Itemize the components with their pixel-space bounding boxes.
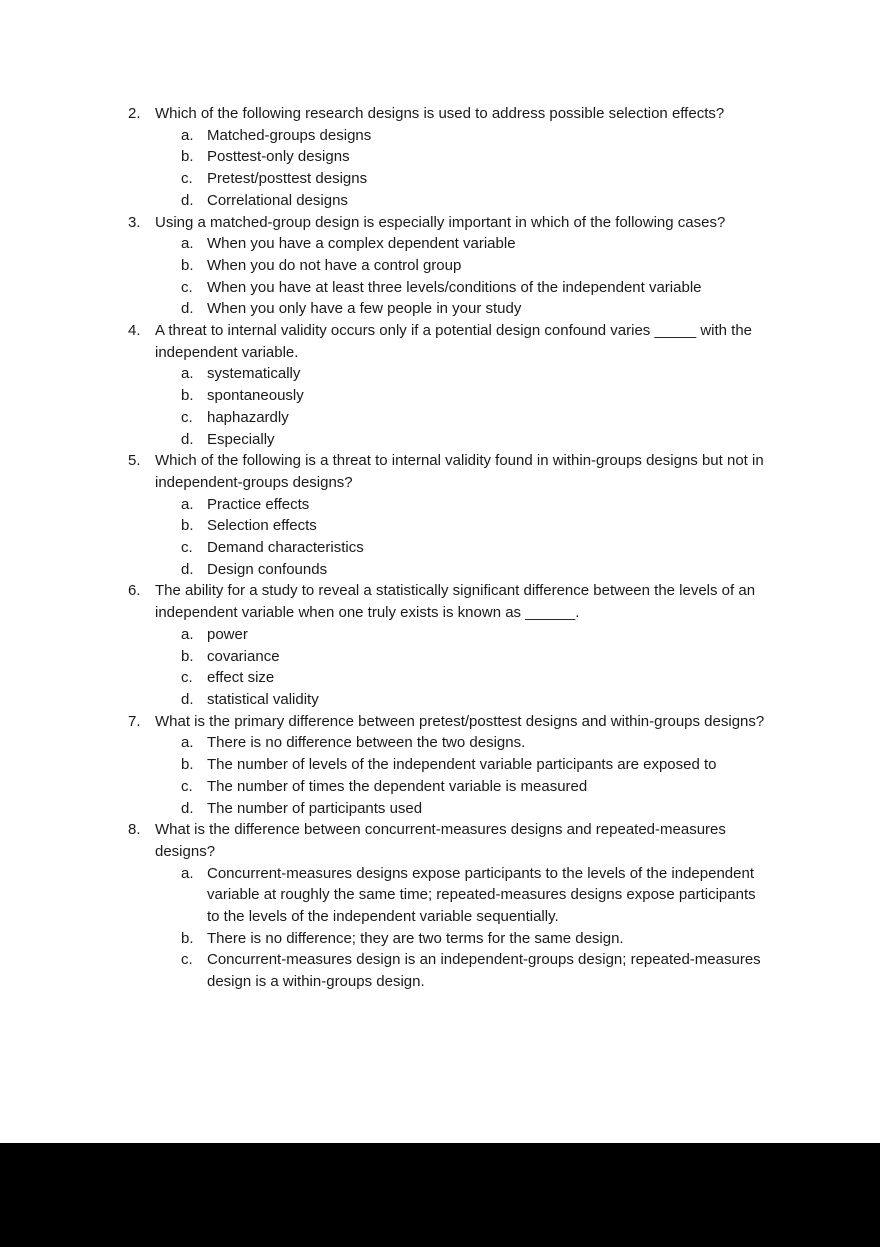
question-item (128, 103, 768, 212)
option-text: Matched-groups designs (207, 126, 372, 144)
option-letter: b. (181, 756, 194, 774)
option-text: covariance (207, 647, 280, 665)
option-text: Demand characteristics (207, 539, 364, 557)
answer-option (155, 385, 768, 407)
answer-option (155, 429, 768, 451)
option-letter: b. (181, 517, 194, 535)
answer-option (155, 732, 768, 754)
answer-option (155, 515, 768, 537)
option-text: power (207, 625, 248, 643)
answer-options (155, 732, 768, 819)
option-letter: c. (181, 777, 193, 795)
question-item (128, 450, 768, 580)
answer-option (155, 624, 768, 646)
option-text: Concurrent-measures design is an independent-groups design; repeated-measures design is a within-groups design. (207, 951, 761, 991)
option-text: spontaneously (207, 387, 304, 405)
question-body (155, 212, 768, 321)
question-body (155, 711, 768, 820)
question-item (128, 580, 768, 710)
option-text: The number of participants used (207, 799, 423, 817)
answer-option (155, 559, 768, 581)
option-text: When you have at least three levels/conditions of the independent variable (207, 278, 702, 296)
option-text: effect size (207, 669, 275, 687)
answer-options (155, 863, 768, 993)
option-letter: d. (181, 300, 194, 318)
option-letter: d. (181, 799, 194, 817)
answer-option (155, 863, 768, 928)
question-text: Which of the following is a threat to internal validity found in within-groups designs but not in independent-groups designs? (155, 452, 764, 491)
question-body (155, 819, 768, 993)
question-body (155, 450, 768, 580)
answer-option (155, 407, 768, 429)
question-body (155, 103, 768, 212)
option-text: statistical validity (207, 690, 319, 708)
question-text: Which of the following research designs is used to address possible selection effects? (155, 105, 725, 122)
question-number: 2. (128, 105, 141, 122)
question-number: 7. (128, 712, 141, 730)
option-text: Concurrent-measures designs expose participants to the levels of the independent variable at roughly the same time; repeated-measures designs expose participants to the levels of the independent variable sequentially. (207, 864, 756, 926)
question-item (128, 711, 768, 820)
option-letter: b. (181, 929, 194, 947)
option-text: systematically (207, 365, 301, 383)
option-letter: d. (181, 560, 194, 578)
option-text: There is no difference; they are two terms for the same design. (207, 929, 624, 947)
option-text: Selection effects (207, 517, 317, 535)
option-text: There is no difference between the two designs. (207, 734, 526, 752)
question-number: 6. (128, 582, 141, 600)
option-letter: b. (181, 387, 194, 405)
option-letter: b. (181, 148, 194, 166)
option-letter: a. (181, 365, 194, 383)
option-text: Posttest-only designs (207, 148, 350, 166)
option-letter: b. (181, 256, 194, 274)
question-item (128, 819, 768, 993)
option-letter: b. (181, 647, 194, 665)
answer-option (155, 646, 768, 668)
option-letter: a. (181, 864, 194, 882)
option-letter: c. (181, 669, 193, 687)
answer-option (155, 363, 768, 385)
option-text: Practice effects (207, 495, 310, 513)
answer-option (155, 494, 768, 516)
option-letter: d. (181, 690, 194, 708)
question-item (128, 212, 768, 321)
answer-option (155, 928, 768, 950)
option-text: When you do not have a control group (207, 256, 462, 274)
question-list (128, 103, 768, 993)
option-letter: c. (181, 408, 193, 426)
option-letter: c. (181, 278, 193, 296)
option-letter: a. (181, 126, 194, 144)
question-text: What is the primary difference between pretest/posttest designs and within-groups designs? (155, 712, 765, 730)
question-number: 4. (128, 322, 141, 340)
answer-option (155, 689, 768, 711)
option-letter: d. (181, 191, 194, 209)
question-body (155, 580, 768, 710)
question-number: 3. (128, 213, 141, 231)
answer-option (155, 798, 768, 820)
option-letter: a. (181, 495, 194, 513)
option-letter: d. (181, 430, 194, 448)
answer-option (155, 233, 768, 255)
option-letter: a. (181, 235, 194, 253)
option-letter: a. (181, 625, 194, 643)
answer-option (155, 190, 768, 212)
answer-option (155, 537, 768, 559)
answer-options (155, 494, 768, 581)
question-text: A threat to internal validity occurs only if a potential design confound varies _____ with the independent variable. (155, 322, 753, 361)
option-letter: c. (181, 539, 193, 557)
answer-option (155, 255, 768, 277)
option-text: Pretest/posttest designs (207, 170, 368, 188)
answer-option (155, 776, 768, 798)
answer-option (155, 298, 768, 320)
question-text: What is the difference between concurrent-measures designs and repeated-measures designs? (155, 821, 726, 860)
answer-option (155, 146, 768, 168)
answer-option (155, 667, 768, 689)
option-text: Especially (207, 430, 275, 448)
answer-option (155, 949, 768, 992)
question-text: The ability for a study to reveal a statistically significant difference between the levels of an independent variable when one truly exists is known as ______. (155, 582, 756, 622)
question-number: 8. (128, 821, 141, 839)
question-item (128, 320, 768, 450)
option-letter: c. (181, 951, 193, 969)
question-number: 5. (128, 452, 141, 470)
option-text: Correlational designs (207, 191, 348, 209)
answer-option (155, 125, 768, 147)
option-text: When you only have a few people in your study (207, 300, 522, 318)
option-text: haphazardly (207, 408, 289, 426)
footer-black-bar (0, 1143, 880, 1247)
answer-options (155, 363, 768, 450)
option-text: When you have a complex dependent variable (207, 235, 516, 253)
answer-options (155, 233, 768, 320)
answer-options (155, 624, 768, 711)
option-letter: c. (181, 170, 193, 188)
question-body (155, 320, 768, 450)
question-text: Using a matched-group design is especially important in which of the following cases? (155, 213, 726, 231)
answer-option (155, 168, 768, 190)
option-letter: a. (181, 734, 194, 752)
answer-option (155, 277, 768, 299)
option-text: Design confounds (207, 560, 328, 578)
option-text: The number of levels of the independent variable participants are exposed to (207, 756, 717, 774)
answer-option (155, 754, 768, 776)
option-text: The number of times the dependent variable is measured (207, 777, 588, 795)
answer-options (155, 125, 768, 212)
